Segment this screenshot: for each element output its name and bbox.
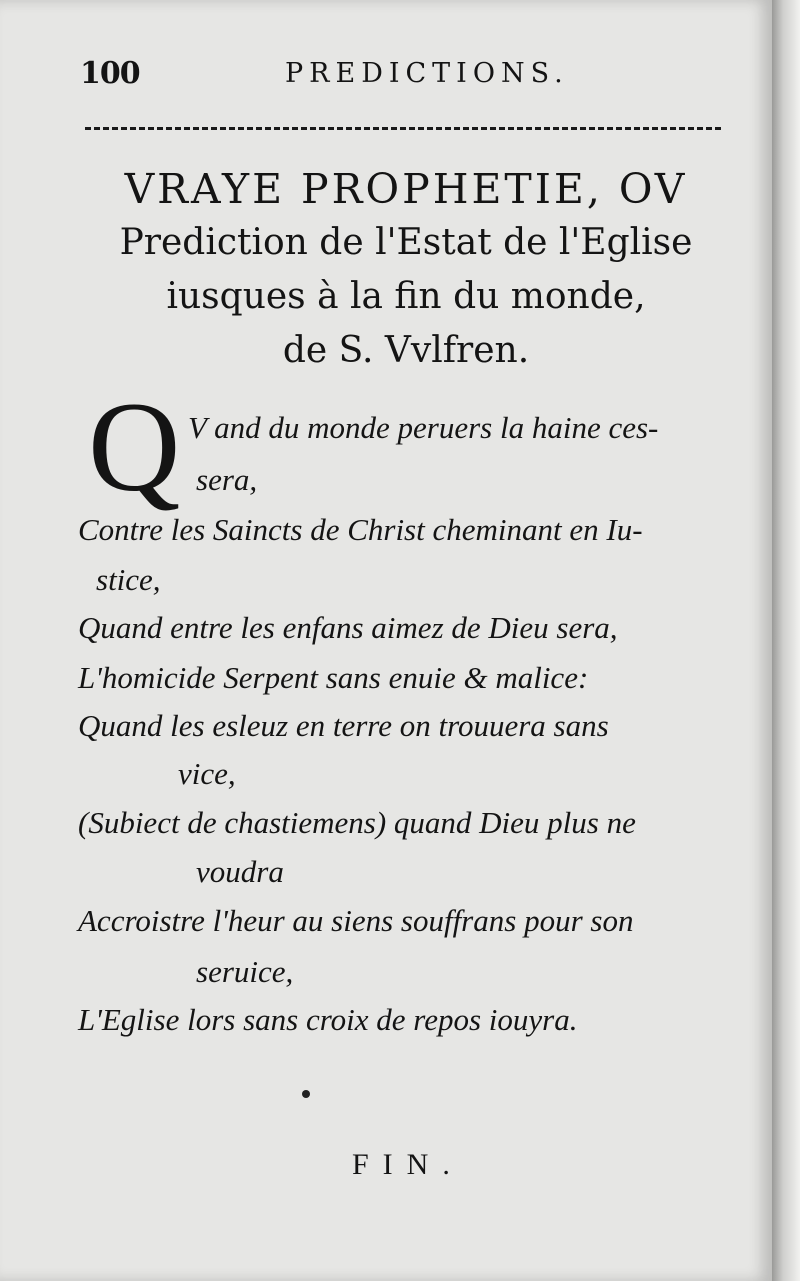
- poem-line: L'Eglise lors sans croix de repos iouyra.: [78, 1002, 578, 1037]
- page-number: 100: [80, 56, 140, 91]
- title-line-3: iusques à la fin du monde,: [166, 276, 646, 317]
- header-rule: [85, 127, 721, 130]
- poem-line: voudra: [196, 854, 284, 889]
- fin-text: FIN.: [352, 1148, 464, 1181]
- poem-line: sera,: [196, 462, 258, 497]
- title-block: [70, 162, 742, 378]
- poem-line: stice,: [96, 562, 161, 597]
- poem-line: Quand entre les enfans aimez de Dieu sera,: [78, 610, 618, 645]
- drop-cap: Q: [88, 376, 181, 518]
- poem-line: L'homicide Serpent sans enuie & malice:: [78, 660, 589, 695]
- ornament-dot: [302, 1090, 310, 1098]
- poem-line: Contre les Saincts de Christ cheminant en Iu-: [78, 512, 643, 547]
- poem-line: V and du monde peruers la haine ces-: [188, 410, 659, 445]
- book-spine: [772, 0, 800, 1281]
- poem-line: (Subiect de chastiemens) quand Dieu plus ne: [78, 805, 636, 840]
- page-header: [80, 56, 730, 96]
- title-line-4: de S. Vvlfren.: [282, 330, 530, 371]
- title-line-2: Prediction de l'Estat de l'Eglise: [119, 222, 693, 263]
- poem-line: Quand les esleuz en terre on trouuera sans: [78, 708, 609, 743]
- poem-line: Accroistre l'heur au siens souffrans pour son: [78, 903, 634, 938]
- poem-line: seruice,: [196, 954, 294, 989]
- title-line-1: VRAYE PROPHETIE, OV: [124, 165, 688, 213]
- running-head: PREDICTIONS.: [285, 58, 569, 89]
- poem-line: vice,: [178, 756, 236, 791]
